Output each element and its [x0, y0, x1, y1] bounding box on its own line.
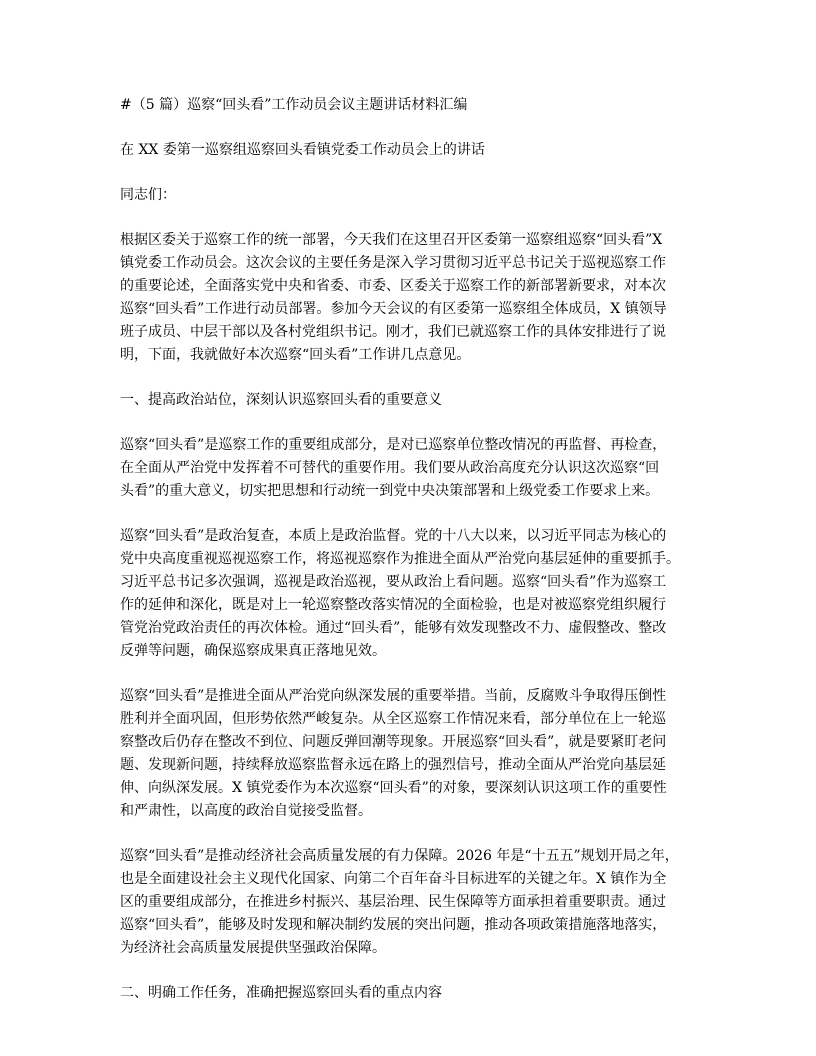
paragraph-line: 胜利并全面巩固，但形势依然严峻复杂。从全区巡察工作情况来看，部分单位在上一轮巡 [120, 711, 666, 727]
document-title: #（5 篇）巡察“回头看”工作动员会议主题讲话材料汇编 [120, 97, 468, 113]
document-subtitle: 在 XX 委第一巡察组巡察回头看镇党委工作动员会上的讲话 [120, 142, 485, 158]
paragraph-line: 反弹等问题，确保巡察成果真正落地见效。 [120, 643, 386, 659]
paragraph-line: 在全面从严治党中发挥着不可替代的重要作用。我们要从政治高度充分认识这次巡察“回 [120, 460, 660, 476]
paragraph-line: 巡察“回头看”是推进全面从严治党向纵深发展的重要举措。当前，反腐败斗争取得压倒性 [120, 688, 667, 704]
paragraph-3 [120, 685, 700, 823]
section-1-heading: 一、提高政治站位，深刻认识巡察回头看的重要意义 [120, 392, 442, 408]
paragraph-1 [120, 434, 700, 503]
paragraph-line: 习近平总书记多次强调，巡视是政治巡视，要从政治上看问题。巡察“回头看”作为巡察工 [120, 574, 667, 590]
paragraph-4 [120, 845, 700, 960]
paragraph-line: 巡察“回头看”是推动经济社会高质量发展的有力保障。2026 年是“十五五”规划开局之年， [120, 848, 679, 864]
paragraph-line: 伸、向纵深发展。X 镇党委作为本次巡察“回头看”的对象，要深刻认识这项工作的重要性 [120, 780, 667, 796]
paragraph-line: 管党治党政治责任的再次体检。通过“回头看”，能够有效发现整改不力、虚假整改、整改 [120, 620, 667, 636]
paragraph-line: 也是全面建设社会主义现代化国家、向第二个百年奋斗目标进军的关键之年。X 镇作为全 [120, 871, 667, 887]
intro-line: 根据区委关于巡察工作的统一部署，今天我们在这里召开区委第一巡察组巡察“回头看”X [120, 232, 663, 248]
paragraph-line: 巡察“回头看”是政治复查，本质上是政治监督。党的十八大以来，以习近平同志为核心的 [120, 528, 667, 544]
intro-paragraph [120, 229, 700, 367]
paragraph-line: 区的重要组成部分，在推进乡村振兴、基层治理、民生保障等方面承担着重要职责。通过 [120, 894, 666, 910]
section-2-heading: 二、明确工作任务，准确把握巡察回头看的重点内容 [120, 985, 442, 1001]
paragraph-2 [120, 525, 700, 663]
intro-line: 明，下面，我就做好本次巡察“回头看”工作讲几点意见。 [120, 347, 471, 363]
intro-line: 班子成员、中层干部以及各村党组织书记。刚才，我们已就巡察工作的具体安排进行了说 [120, 324, 666, 340]
paragraph-line: 巡察“回头看”，能够及时发现和解决制约发展的突出问题，推动各项政策措施落地落实， [120, 917, 667, 933]
intro-line: 镇党委工作动员会。这次会议的主要任务是深入学习贯彻习近平总书记关于巡视巡察工作 [120, 255, 666, 271]
paragraph-line: 察整改后仍存在整改不到位、问题反弹回潮等现象。开展巡察“回头看”，就是要紧盯老问 [120, 734, 667, 750]
paragraph-line: 和严肃性，以高度的政治自觉接受监督。 [120, 803, 372, 819]
intro-line: 的重要论述，全面落实党中央和省委、市委、区委关于巡察工作的新部署新要求，对本次 [120, 278, 666, 294]
paragraph-line: 巡察“回头看”是巡察工作的重要组成部分，是对已巡察单位整改情况的再监督、再检查， [120, 437, 667, 453]
paragraph-line: 为经济社会高质量发展提供坚强政治保障。 [120, 940, 386, 956]
salutation: 同志们： [120, 187, 176, 203]
document-body [120, 94, 700, 1027]
intro-line: 巡察“回头看”工作进行动员部署。参加今天会议的有区委第一巡察组全体成员，X 镇领导 [120, 301, 667, 317]
paragraph-line: 题、发现新问题，持续释放巡察监督永远在路上的强烈信号，推动全面从严治党向基层延 [120, 757, 666, 773]
paragraph-line: 头看”的重大意义，切实把思想和行动统一到党中央决策部署和上级党委工作要求上来。 [120, 483, 660, 499]
paragraph-line: 作的延伸和深化，既是对上一轮巡察整改落实情况的全面检验，也是对被巡察党组织履行 [120, 597, 666, 613]
paragraph-line: 党中央高度重视巡视巡察工作，将巡视巡察作为推进全面从严治党向基层延伸的重要抓手。 [120, 551, 680, 567]
